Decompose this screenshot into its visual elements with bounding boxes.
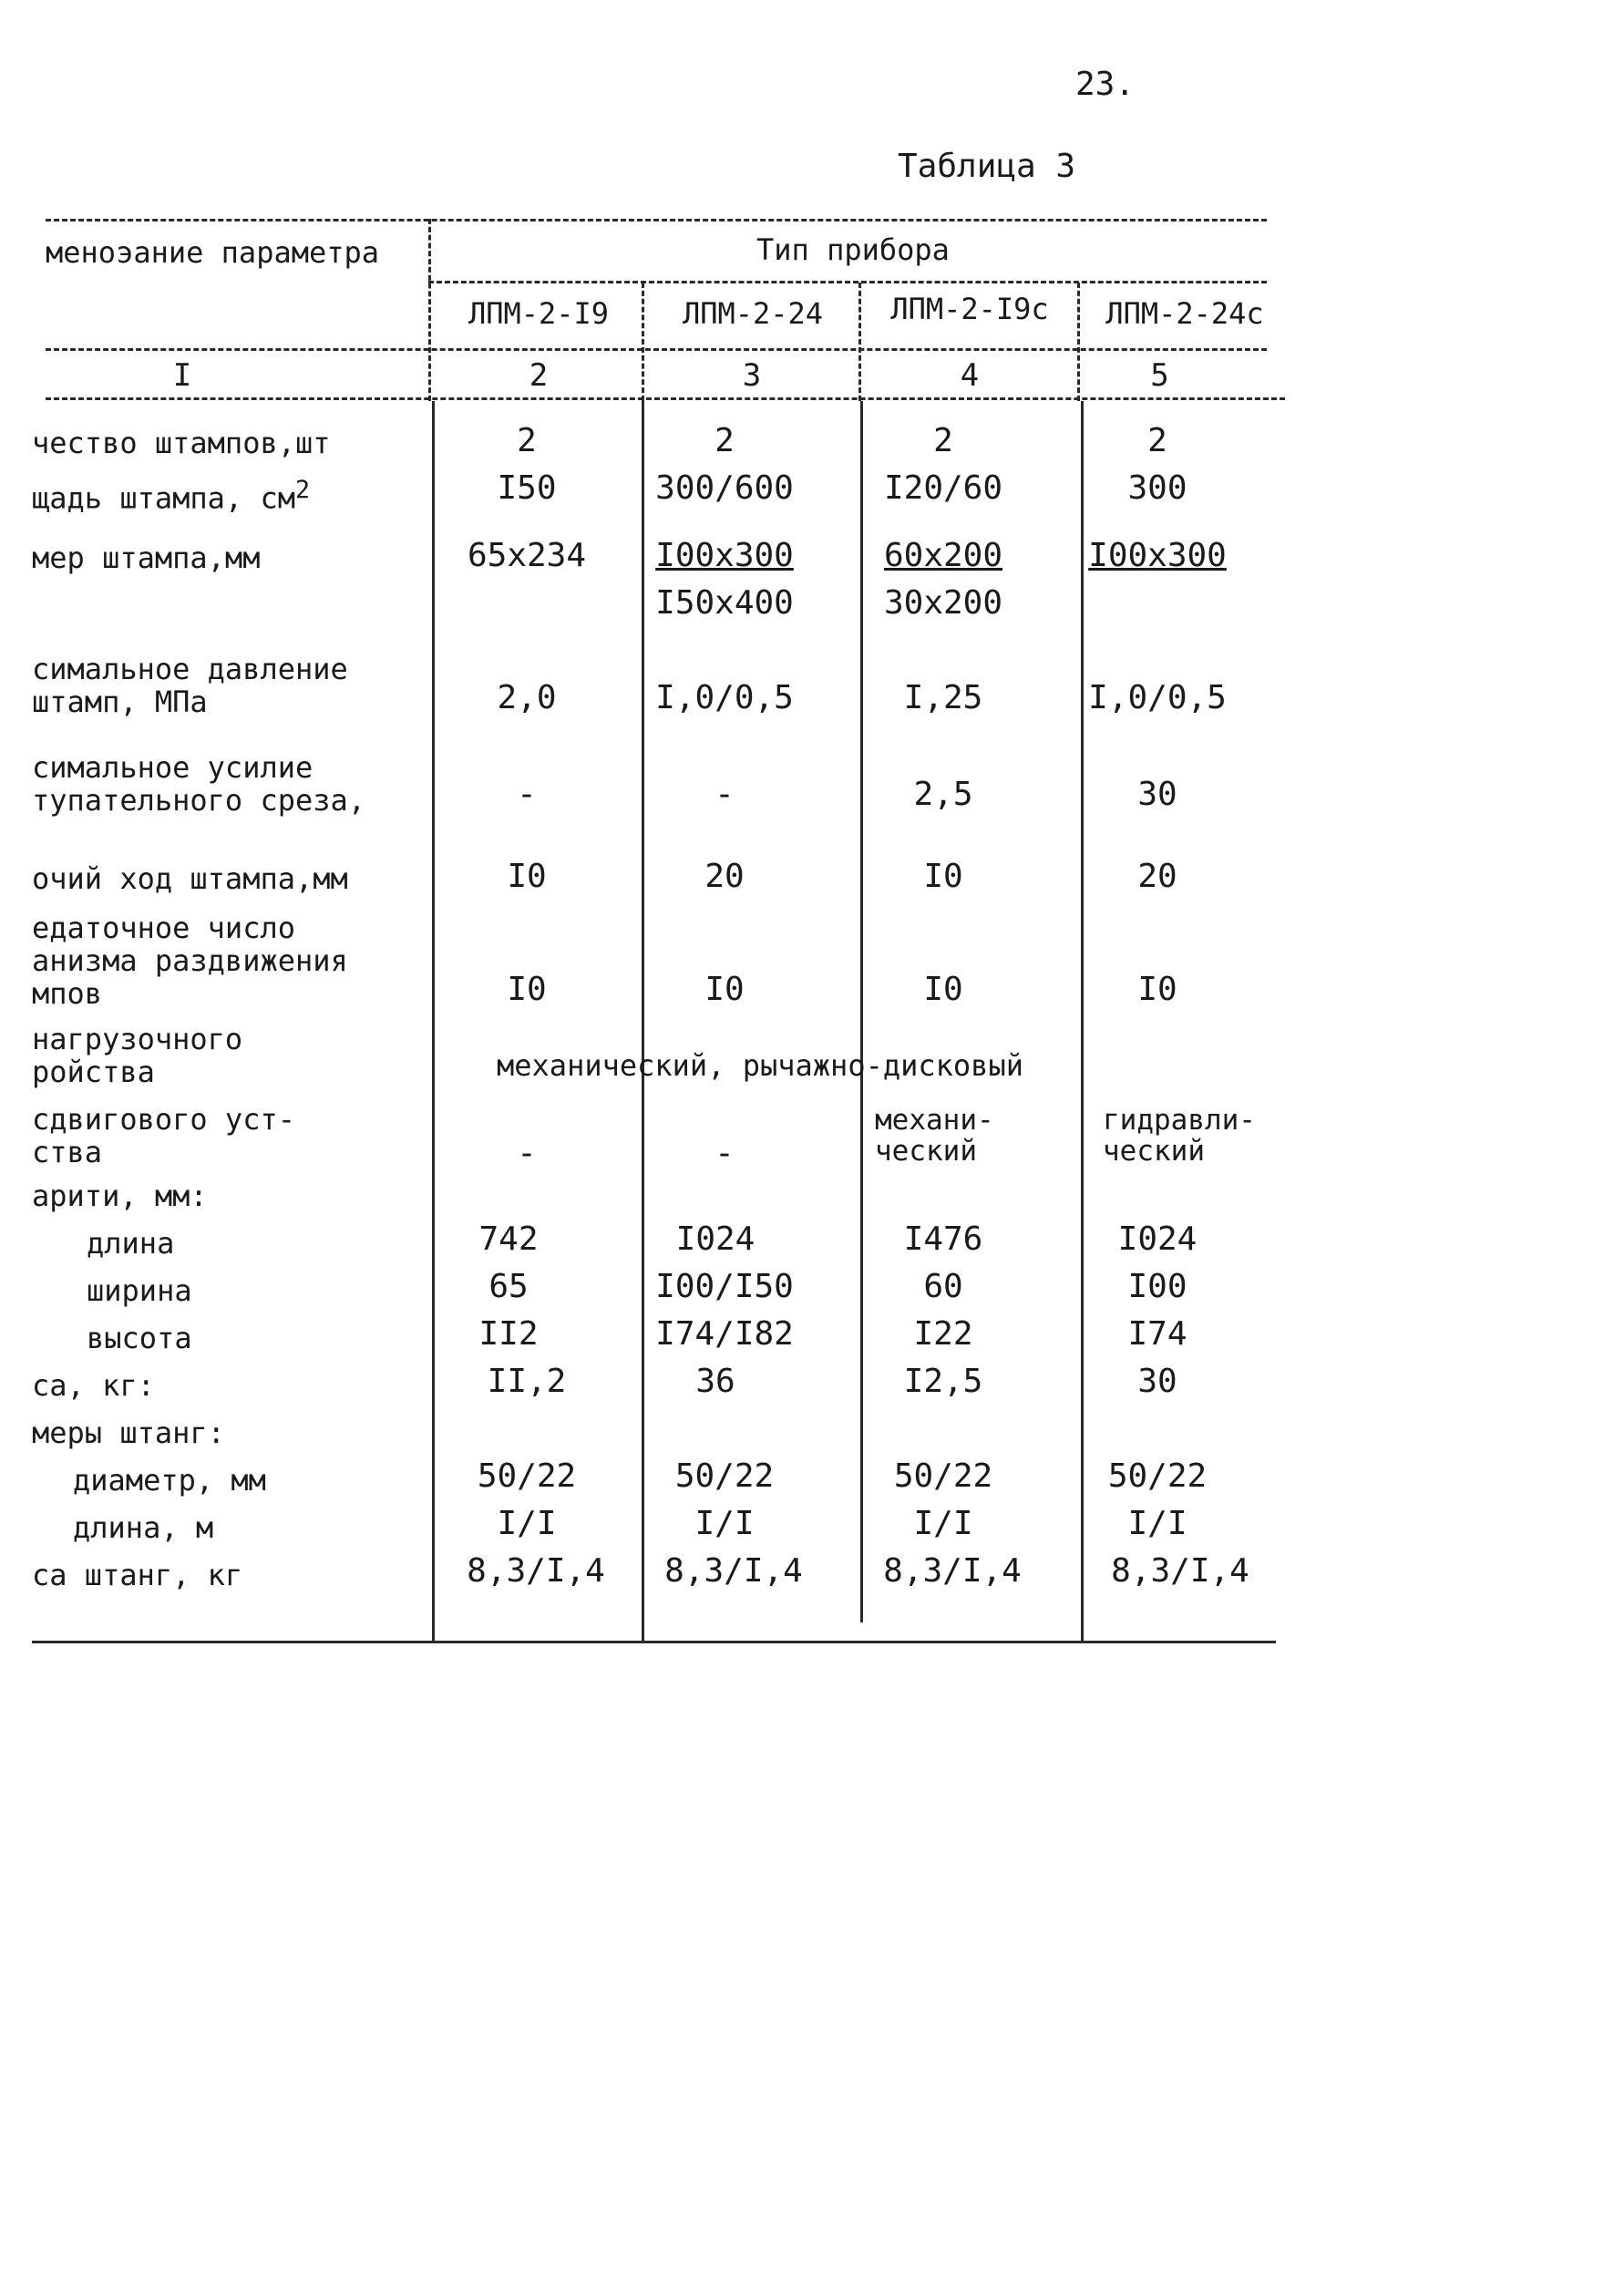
param-label: меры штанг: (32, 1416, 225, 1450)
table-cell: 2,5 (913, 776, 973, 813)
table-cell: 2 (1147, 422, 1167, 459)
table-cell: механи- ческий (875, 1104, 994, 1168)
col-divider-1 (432, 401, 435, 1641)
param-label: очий ход штампа,мм (32, 861, 348, 896)
table-cell: 20 (704, 858, 745, 895)
table-caption: Таблица 3 (898, 148, 1076, 185)
table-cell: I2,5 (903, 1363, 983, 1400)
table-cell: I0 (704, 971, 745, 1008)
table-cell: 742 (478, 1220, 539, 1258)
span-value: механический, рычажно-дисковый (497, 1048, 1023, 1083)
param-label: диаметр, мм (73, 1463, 266, 1498)
table-cell: I50x400 (655, 584, 794, 622)
table-cell: I00/I50 (655, 1268, 794, 1305)
model-header-3: ЛПМ-2-I9с (890, 292, 1049, 326)
table-cell: 8,3/I,4 (1111, 1552, 1249, 1590)
table-cell: 65x234 (467, 537, 587, 574)
param-column-header: меноэание параметра (46, 235, 380, 270)
table-cell: I/I (913, 1505, 973, 1542)
table-cell: I0 (923, 858, 963, 895)
table-cell: 300/600 (655, 469, 794, 507)
table-cell: I,0/0,5 (1088, 679, 1227, 716)
col-number-5: 5 (1150, 357, 1169, 394)
param-label (32, 474, 310, 515)
table-cell: 30 (1137, 1363, 1177, 1400)
table-cell: 65 (488, 1268, 529, 1305)
model-header-4: ЛПМ-2-24с (1105, 296, 1264, 331)
superscript: 2 (294, 476, 311, 504)
table-cell: I74/I82 (655, 1315, 794, 1353)
table-bottom-rule (32, 1641, 1276, 1643)
table-cell: I0 (1137, 971, 1177, 1008)
table-cell: 2,0 (497, 679, 557, 716)
table-cell: I0 (507, 971, 547, 1008)
table-cell: - (517, 1135, 537, 1172)
table-top-rule (46, 219, 1267, 221)
model-header-2: ЛПМ-2-24 (682, 296, 824, 331)
table-cell: гидравли- ческий (1103, 1104, 1256, 1168)
param-label: сдвигового уст- ства (32, 1102, 295, 1169)
table-cell: I74 (1127, 1315, 1187, 1353)
col-divider-3-header (858, 283, 861, 401)
table-cell: 36 (695, 1363, 735, 1400)
table-cell: I00 (1127, 1268, 1187, 1305)
table-cell: I0 (923, 971, 963, 1008)
table-cell: I024 (1117, 1220, 1198, 1258)
table-cell: I22 (913, 1315, 973, 1353)
table-cell: 20 (1137, 858, 1177, 895)
table-cell: 8,3/I,4 (664, 1552, 803, 1590)
table-cell: I00x300 (1088, 537, 1227, 574)
param-label: чество штампов,шт (32, 426, 331, 460)
table-cell: 300 (1127, 469, 1187, 507)
col-number-1: I (172, 357, 192, 394)
col-divider-2-header (642, 283, 644, 401)
table-cell: 50/22 (477, 1457, 577, 1495)
param-label: ширина (87, 1273, 192, 1308)
page-number: 23. (1075, 66, 1136, 103)
table-cell: 60 (923, 1268, 963, 1305)
table-cell: I00x300 (655, 537, 794, 574)
table-cell: II,2 (487, 1363, 567, 1400)
param-label: длина (87, 1226, 175, 1261)
table-cell: I0 (507, 858, 547, 895)
table-cell: I024 (675, 1220, 756, 1258)
param-label: симальное усилие тупательного среза, (32, 750, 366, 818)
table-cell: II2 (478, 1315, 539, 1353)
param-label: са штанг, кг (32, 1558, 243, 1592)
table-cell: I50 (497, 469, 557, 507)
type-group-header: Тип прибора (756, 232, 950, 267)
table-cell: I/I (497, 1505, 557, 1542)
col-divider-1-header (428, 219, 431, 401)
table-cell: - (714, 776, 735, 813)
param-label: едаточное число анизма раздвижения мпов (32, 911, 348, 1011)
param-label: высота (87, 1321, 192, 1355)
models-top-rule (428, 281, 1267, 283)
param-label: са, кг: (32, 1368, 155, 1403)
col-number-2: 2 (529, 357, 549, 394)
table-cell: I,25 (903, 679, 983, 716)
numbers-bottom-rule (46, 397, 1285, 400)
header-bottom-rule (46, 348, 1267, 351)
model-header-1: ЛПМ-2-I9 (468, 296, 610, 331)
col-number-4: 4 (960, 357, 980, 394)
table-cell: 2 (517, 422, 537, 459)
param-label: симальное давление штамп, МПа (32, 652, 348, 719)
param-label: нагрузочного ройства (32, 1022, 243, 1089)
table-cell: 50/22 (1107, 1457, 1208, 1495)
table-cell: 50/22 (674, 1457, 775, 1495)
table-cell: 30x200 (883, 584, 1003, 622)
param-label: мер штампа,мм (32, 541, 261, 575)
table-cell: 2 (933, 422, 953, 459)
table-cell: 50/22 (893, 1457, 993, 1495)
table-cell: I20/60 (883, 469, 1003, 507)
table-cell: 8,3/I,4 (883, 1552, 1022, 1590)
table-cell: I/I (694, 1505, 755, 1542)
param-label: арити, мм: (32, 1179, 208, 1213)
table-cell: - (517, 776, 537, 813)
col-divider-4-header (1077, 283, 1080, 401)
table-cell: I,0/0,5 (655, 679, 794, 716)
table-cell: I/I (1127, 1505, 1187, 1542)
table-cell: I476 (903, 1220, 983, 1258)
param-label: длина, м (73, 1510, 214, 1545)
table-cell: 30 (1137, 776, 1177, 813)
col-number-3: 3 (742, 357, 762, 394)
table-cell: 8,3/I,4 (467, 1552, 605, 1590)
table-cell: 2 (714, 422, 735, 459)
table-cell: 60x200 (883, 537, 1003, 574)
table-cell: - (714, 1135, 735, 1172)
param-text: щадь штампа, см (32, 480, 295, 516)
